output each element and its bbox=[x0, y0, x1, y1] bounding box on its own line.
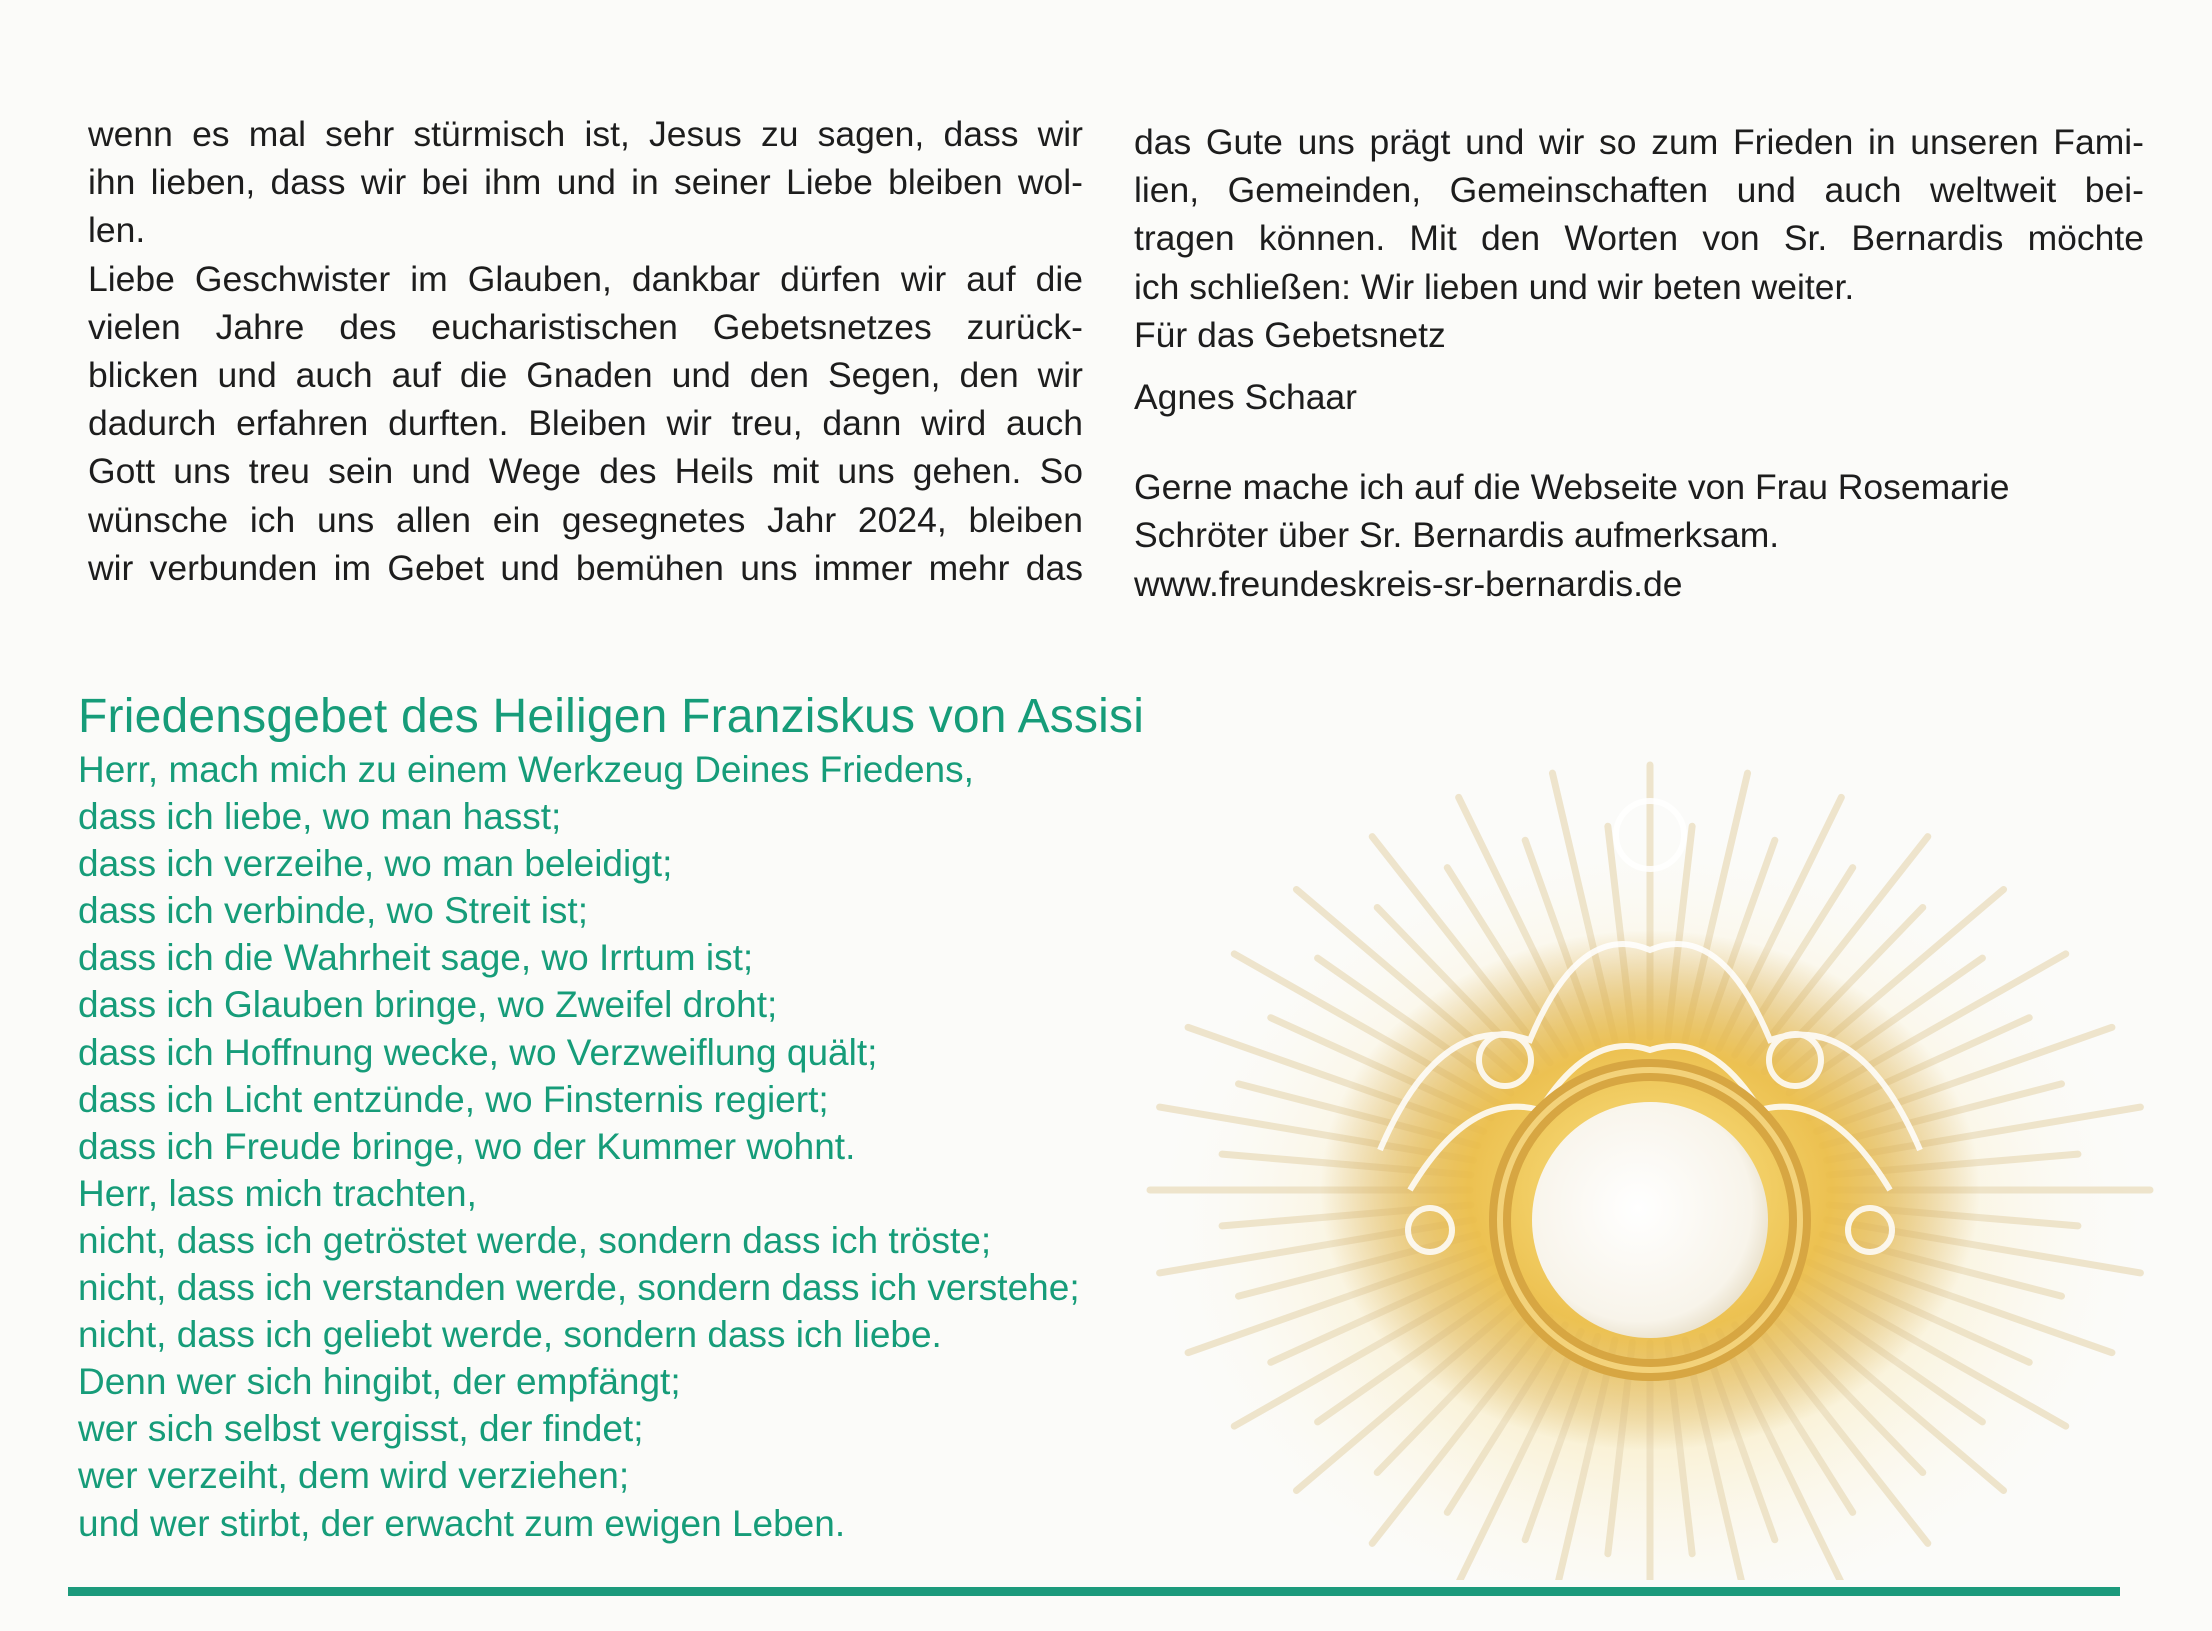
paragraph-line: Gott uns treu sein und Wege des Heils mit uns gehen. So bbox=[88, 451, 1083, 492]
paragraph-line: blicken und auch auf die Gnaden und den Segen, den wir bbox=[88, 355, 1083, 396]
prayer-line: dass ich Hoffnung wecke, wo Verzweiflung quält; bbox=[78, 1031, 878, 1073]
paragraph-line: ich schließen: Wir lieben und wir beten weiter. bbox=[1134, 266, 1855, 307]
signature: Agnes Schaar bbox=[1134, 377, 1358, 418]
prayer-line: dass ich verzeihe, wo man beleidigt; bbox=[78, 843, 673, 885]
monstrance-illustration bbox=[1110, 590, 2170, 1580]
paragraph-line: lien, Gemeinden, Gemeinschaften und auch weltweit bei- bbox=[1134, 170, 2144, 211]
prayer-line: und wer stirbt, der erwacht zum ewigen Leben. bbox=[78, 1502, 846, 1544]
paragraph-line: ihn lieben, dass wir bei ihm und in seiner Liebe bleiben wol- bbox=[88, 162, 1083, 203]
paragraph-line: vielen Jahre des eucharistischen Gebetsnetzes zurück- bbox=[88, 306, 1083, 347]
prayer-line: Denn wer sich hingibt, der empfängt; bbox=[78, 1361, 681, 1403]
prayer-line: dass ich liebe, wo man hasst; bbox=[78, 796, 562, 838]
peace-prayer bbox=[78, 688, 1144, 1547]
note-line: Schröter über Sr. Bernardis aufmerksam. bbox=[1134, 515, 1780, 556]
prayer-line: Herr, lass mich trachten, bbox=[78, 1172, 477, 1214]
paragraph-line: Liebe Geschwister im Glauben, dankbar dürfen wir auf die bbox=[88, 258, 1083, 299]
bottom-divider bbox=[68, 1587, 2120, 1596]
prayer-line: nicht, dass ich getröstet werde, sondern dass ich tröste; bbox=[78, 1219, 992, 1261]
paragraph-line: wenn es mal sehr stürmisch ist, Jesus zu sagen, dass wir bbox=[88, 114, 1083, 154]
closing-line: Für das Gebetsnetz bbox=[1134, 314, 1446, 355]
website-link[interactable]: www.freundeskreis-sr-bernardis.de bbox=[1134, 563, 1683, 604]
left-column bbox=[88, 110, 1083, 592]
prayer-line: dass ich verbinde, wo Streit ist; bbox=[78, 890, 588, 932]
paragraph-line: wir verbunden im Gebet und bemühen uns immer mehr das bbox=[88, 547, 1083, 588]
prayer-line: wer verzeiht, dem wird verziehen; bbox=[78, 1455, 630, 1497]
prayer-line: dass ich die Wahrheit sage, wo Irrtum ist; bbox=[78, 937, 754, 979]
prayer-line: nicht, dass ich geliebt werde, sondern dass ich liebe. bbox=[78, 1314, 942, 1356]
prayer-line: dass ich Freude bringe, wo der Kummer wohnt. bbox=[78, 1125, 856, 1167]
note-line: Gerne mache ich auf die Webseite von Frau Rosemarie bbox=[1134, 467, 2010, 508]
paragraph-line: tragen können. Mit den Worten von Sr. Bernardis möchte bbox=[1134, 218, 2144, 259]
prayer-title: Friedensgebet des Heiligen Franziskus von Assisi bbox=[78, 690, 1145, 743]
prayer-line: dass ich Glauben bringe, wo Zweifel droht; bbox=[78, 984, 778, 1026]
prayer-line: Herr, mach mich zu einem Werkzeug Deines Friedens, bbox=[78, 749, 974, 790]
right-column bbox=[1134, 118, 2144, 608]
paragraph-line: wünsche ich uns allen ein gesegnetes Jahr 2024, bleiben bbox=[88, 499, 1083, 540]
prayer-line: dass ich Licht entzünde, wo Finsternis regiert; bbox=[78, 1078, 829, 1120]
prayer-line: nicht, dass ich verstanden werde, sondern dass ich verstehe; bbox=[78, 1267, 1080, 1309]
paragraph-line: das Gute uns prägt und wir so zum Frieden in unseren Fami- bbox=[1134, 122, 2144, 162]
paragraph-line: len. bbox=[88, 210, 146, 251]
prayer-line: wer sich selbst vergisst, der findet; bbox=[78, 1408, 644, 1450]
paragraph-line: dadurch erfahren durften. Bleiben wir treu, dann wird auch bbox=[88, 403, 1083, 444]
